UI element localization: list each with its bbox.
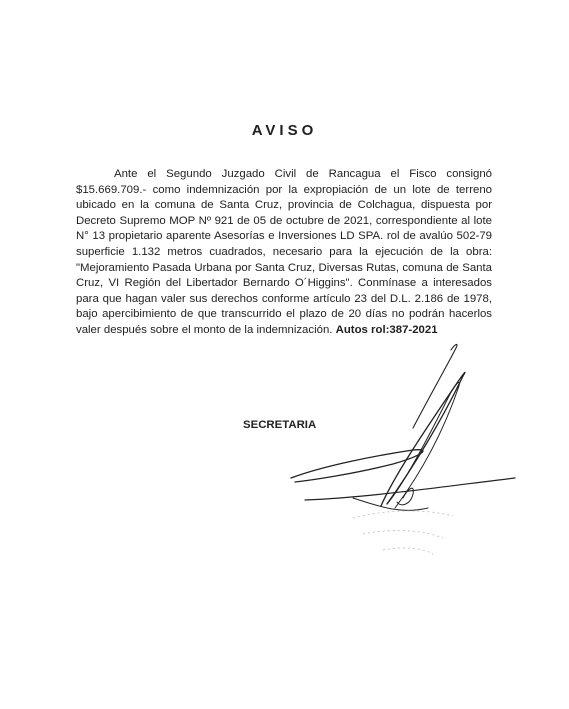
notice-body [76,167,492,339]
document-title: AVISO [251,122,318,139]
signatory-label: SECRETARIA [243,419,317,431]
handwritten-signature [283,338,523,568]
notice-body-text: Ante el Segundo Juzgado Civil de Rancagua el Fisco consignó $15.669.709.- como indemnización por la expropiación de un lote de terreno ubicado en la comuna de Santa Cruz, provincia de Colchagua, dispuesta por Decreto Supremo MOP Nº 921 de 05 de octubre de 2021, correspondiente al lote N° 13 propietario aparente Asesorías e Inversiones LD SPA. rol de avalúo 502-79 superficie 1.132 metros cuadrados, necesario para la ejecución de la obra: "Mejoramiento Pasada Urbana por Santa Cruz, Diversas Rutas, comuna de Santa Cruz, VI Región del Libertador Bernardo O´Higgins". Conmínase a interesados para que hagan valer sus derechos conforme artículo 23 del D.L. 2.186 de 1978, bajo apercibimiento de que transcurrido el plazo de 20 días no podrán hacerlos valer después sobre el monto de la indemnización. [76,168,492,336]
case-reference: Autos rol:387-2021 [335,323,438,336]
